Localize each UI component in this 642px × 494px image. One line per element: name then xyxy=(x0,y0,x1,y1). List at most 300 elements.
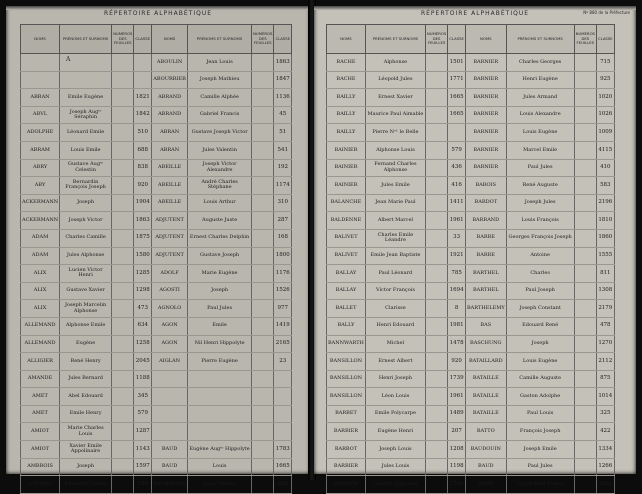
given-names-cell: Georges François Joseph xyxy=(506,229,574,247)
surname-cell: BACHE xyxy=(327,71,366,89)
sheet-number-cell xyxy=(252,282,274,300)
given-names-cell: Gustave Joseph Victor xyxy=(188,124,252,142)
surname-cell: BAUD xyxy=(152,441,188,459)
given-names-cell: Charles Emile Léandre xyxy=(365,229,425,247)
table-row xyxy=(327,229,615,247)
given-names-cell: Jean Marie Paul xyxy=(365,194,425,212)
table-row xyxy=(327,54,615,72)
class-number-cell: 1665 xyxy=(448,89,466,107)
given-names-cell: Jules Armand xyxy=(506,89,574,107)
sheet-number-cell xyxy=(574,282,596,300)
class-number-cell: 1961 xyxy=(448,388,466,406)
surname-cell: AMET xyxy=(21,388,60,406)
surname-cell: AGON xyxy=(152,317,188,335)
given-names-cell: Louis xyxy=(188,458,252,476)
surname-cell: BARTHEL xyxy=(465,282,506,300)
class-number-cell: 920 xyxy=(134,177,152,195)
class-number-cell: 1863 xyxy=(134,212,152,230)
given-names-cell: François Joseph xyxy=(506,423,574,441)
column-header: NUMÉROS DES FEUILLES xyxy=(252,25,274,54)
given-names-cell: Henri Eugène xyxy=(506,71,574,89)
class-number-cell: 634 xyxy=(134,317,152,335)
table-row xyxy=(327,282,615,300)
given-names-cell: Charles xyxy=(506,265,574,283)
class-number-cell: 626 xyxy=(274,476,292,494)
surname-cell: AIGLAN xyxy=(152,353,188,371)
sheet-number-cell xyxy=(425,194,447,212)
sheet-number-cell xyxy=(574,476,596,494)
sheet-number-cell xyxy=(425,458,447,476)
given-names-cell: Marie Charles Louis xyxy=(60,423,112,441)
table-row xyxy=(21,317,292,335)
column-header: NOMS xyxy=(327,25,366,54)
sheet-number-cell xyxy=(425,300,447,318)
sheet-number-cell xyxy=(252,476,274,494)
right-page-title: RÉPERTOIRE ALPHABÉTIQUE xyxy=(420,10,530,17)
sheet-number-cell xyxy=(112,265,134,283)
sheet-number-cell xyxy=(574,212,596,230)
given-names-cell: Eugène xyxy=(60,335,112,353)
class-number-cell: 325 xyxy=(596,405,614,423)
class-number-cell: 1026 xyxy=(596,106,614,124)
surname-cell: ABOURRIER xyxy=(152,71,188,89)
sheet-number-cell xyxy=(112,159,134,177)
surname-cell: ABRY xyxy=(21,159,60,177)
class-number-cell: 1176 xyxy=(274,265,292,283)
class-number-cell: 1198 xyxy=(448,458,466,476)
class-number-cell: 51 xyxy=(274,124,292,142)
table-row xyxy=(21,405,292,423)
given-names-cell: Paul Joseph xyxy=(506,282,574,300)
given-names-cell: Joseph Augᵗᵉ Séraphin xyxy=(60,106,112,124)
table-row xyxy=(327,370,615,388)
class-number-cell: 838 xyxy=(134,159,152,177)
class-number-cell: 1739 xyxy=(448,370,466,388)
surname-cell xyxy=(152,423,188,441)
sheet-number-cell xyxy=(252,458,274,476)
given-names-cell xyxy=(188,423,252,441)
sheet-number-cell xyxy=(425,282,447,300)
right-register-table xyxy=(326,24,615,494)
surname-cell: BATTO xyxy=(465,423,506,441)
table-row xyxy=(327,159,615,177)
class-number-cell: 1771 xyxy=(448,71,466,89)
sheet-number-cell xyxy=(425,89,447,107)
given-names-cell: Louis Eugène xyxy=(506,353,574,371)
surname-cell: ABRAN xyxy=(152,124,188,142)
surname-cell: ADJUTENT xyxy=(152,229,188,247)
register-left-page xyxy=(6,6,310,487)
surname-cell: BAROIS xyxy=(465,177,506,195)
given-names-cell: Marcel Emile xyxy=(506,141,574,159)
sheet-number-cell xyxy=(252,353,274,371)
surname-cell: BALLAY xyxy=(327,282,366,300)
table-row xyxy=(21,159,292,177)
sheet-number-cell xyxy=(425,353,447,371)
given-names-cell: Joseph xyxy=(60,194,112,212)
table-row xyxy=(327,141,615,159)
sheet-number-cell xyxy=(574,317,596,335)
class-number-cell: 473 xyxy=(134,300,152,318)
sheet-number-cell xyxy=(112,54,134,72)
sheet-number-cell xyxy=(425,141,447,159)
given-names-cell: Marie Eugène xyxy=(188,265,252,283)
given-names-cell: Nil Henri Hippolyte xyxy=(188,335,252,353)
surname-cell: AMANDE xyxy=(21,370,60,388)
sheet-number-cell xyxy=(112,141,134,159)
given-names-cell: Albert Marcel xyxy=(365,212,425,230)
sheet-number-cell xyxy=(425,370,447,388)
given-names-cell: Henri Edouard xyxy=(365,317,425,335)
surname-cell: ABEILLE xyxy=(152,159,188,177)
sheet-number-cell xyxy=(112,212,134,230)
surname-cell: BARTHEL xyxy=(465,265,506,283)
class-number-cell: 811 xyxy=(596,265,614,283)
class-number-cell: 410 xyxy=(596,159,614,177)
given-names-cell: Gustave Augᵗᵉ Celestin xyxy=(60,159,112,177)
class-number-cell: 1821 xyxy=(134,89,152,107)
given-names-cell: Joseph Victor xyxy=(60,212,112,230)
class-number-cell xyxy=(134,71,152,89)
class-number-cell: 1555 xyxy=(596,247,614,265)
given-names-cell: Alphonse xyxy=(365,54,425,72)
given-names-cell xyxy=(188,405,252,423)
sheet-number-cell xyxy=(112,476,134,494)
surname-cell xyxy=(152,370,188,388)
surname-cell: AGNOLO xyxy=(152,300,188,318)
surname-cell: ALLEMAND xyxy=(21,335,60,353)
table-row xyxy=(327,458,615,476)
class-number-cell: 541 xyxy=(274,141,292,159)
given-names-cell: Paul Jules xyxy=(188,300,252,318)
given-names-cell: Jules Alphonse xyxy=(60,247,112,265)
table-row xyxy=(21,106,292,124)
surname-cell: ALIX xyxy=(21,265,60,283)
surname-cell xyxy=(152,388,188,406)
given-names-cell: Auguste Juste xyxy=(188,212,252,230)
sheet-number-cell xyxy=(252,89,274,107)
class-number-cell: 1904 xyxy=(134,194,152,212)
surname-cell: BARTHELEMY xyxy=(465,300,506,318)
given-names-cell: Alphonse Emile xyxy=(60,317,112,335)
sheet-number-cell xyxy=(252,265,274,283)
sheet-number-cell xyxy=(252,441,274,459)
given-names-cell xyxy=(60,54,112,72)
given-names-cell: Clarisse xyxy=(365,300,425,318)
given-names-cell: Emile Polycarpe xyxy=(365,405,425,423)
given-names-cell: Jules Valentin xyxy=(188,141,252,159)
class-number-cell: 478 xyxy=(596,317,614,335)
class-number-cell: 583 xyxy=(596,177,614,195)
surname-cell: ABRAN xyxy=(152,141,188,159)
class-number-cell: 8 xyxy=(448,300,466,318)
surname-cell: ACKERMANN xyxy=(21,212,60,230)
class-number-cell: 1875 xyxy=(134,229,152,247)
column-header: NOMS xyxy=(152,25,188,54)
sheet-number-cell xyxy=(425,177,447,195)
table-row xyxy=(327,388,615,406)
surname-cell: BAUDOUIN xyxy=(465,441,506,459)
surname-cell: BACHE xyxy=(327,54,366,72)
class-number-cell: 1009 xyxy=(596,124,614,142)
surname-cell: ADOLPHE xyxy=(21,124,60,142)
column-header: NOMS xyxy=(21,25,60,54)
class-number-cell xyxy=(274,423,292,441)
given-names-cell: Edouard René xyxy=(506,317,574,335)
surname-cell: ABOULIN xyxy=(152,54,188,72)
given-names-cell: Jean Louis xyxy=(188,54,252,72)
sheet-number-cell xyxy=(574,71,596,89)
table-row xyxy=(21,388,292,406)
sheet-number-cell xyxy=(112,229,134,247)
given-names-cell: Gabriel Francis xyxy=(188,106,252,124)
given-names-cell: Antoine xyxy=(506,247,574,265)
sheet-number-cell xyxy=(112,106,134,124)
surname-cell: BALLY xyxy=(327,317,366,335)
sheet-number-cell xyxy=(574,229,596,247)
surname-cell: BANSILLON xyxy=(327,353,366,371)
given-names-cell: Gustave Joseph xyxy=(188,247,252,265)
sheet-number-cell xyxy=(252,388,274,406)
table-row xyxy=(21,335,292,353)
sheet-number-cell xyxy=(425,229,447,247)
sheet-number-cell xyxy=(574,194,596,212)
sheet-number-cell xyxy=(574,370,596,388)
sheet-number-cell xyxy=(112,441,134,459)
table-row xyxy=(21,124,292,142)
class-number-cell: 875 xyxy=(596,370,614,388)
sheet-number-cell xyxy=(425,317,447,335)
sheet-number-cell xyxy=(112,423,134,441)
class-number-cell: 1136 xyxy=(274,89,292,107)
given-names-cell: Léonard Emile xyxy=(60,124,112,142)
given-names-cell: Pierre Eugène xyxy=(188,353,252,371)
given-names-cell: Abel Edouard xyxy=(60,388,112,406)
class-number-cell: 1143 xyxy=(134,441,152,459)
given-names-cell: Joseph Victor Alexandre xyxy=(188,159,252,177)
surname-cell: BAINIER xyxy=(327,159,366,177)
class-number-cell: 510 xyxy=(134,124,152,142)
column-header: NUMÉROS DES FEUILLES xyxy=(425,25,447,54)
given-names-cell: Gaston Adolphe xyxy=(506,388,574,406)
class-number-cell: 1847 xyxy=(274,71,292,89)
class-number-cell: 23 xyxy=(274,353,292,371)
given-names-cell: Joseph xyxy=(188,282,252,300)
column-header: CLASSE xyxy=(274,25,292,54)
given-names-cell: Gustave Xavier xyxy=(60,282,112,300)
surname-cell: BARNIER xyxy=(465,54,506,72)
class-number-cell: 436 xyxy=(448,159,466,177)
sheet-number-cell xyxy=(574,300,596,318)
surname-cell: BARBOT xyxy=(327,441,366,459)
given-names-cell: Eugène Augᵗᵉ Hippolyte xyxy=(188,441,252,459)
register-right-page xyxy=(314,6,636,487)
class-number-cell: 2196 xyxy=(596,194,614,212)
surname-cell xyxy=(152,405,188,423)
sheet-number-cell xyxy=(252,177,274,195)
sheet-number-cell xyxy=(112,177,134,195)
table-row xyxy=(327,335,615,353)
table-row xyxy=(327,124,615,142)
surname-cell: ALIX xyxy=(21,300,60,318)
sheet-number-cell xyxy=(425,106,447,124)
left-table-header-row xyxy=(21,25,292,54)
class-number-cell: 1188 xyxy=(134,370,152,388)
class-number-cell xyxy=(134,54,152,72)
table-row xyxy=(327,265,615,283)
given-names-cell: Joseph Emile xyxy=(506,441,574,459)
given-names-cell: Emile xyxy=(188,317,252,335)
given-names-cell: Xavier Emile Appolinaire xyxy=(60,441,112,459)
table-row xyxy=(21,177,292,195)
surname-cell: BALIVET xyxy=(327,247,366,265)
sheet-number-cell xyxy=(425,71,447,89)
given-names-cell: René Henry xyxy=(60,353,112,371)
surname-cell: ADAM xyxy=(21,247,60,265)
surname-cell: ABVL xyxy=(21,106,60,124)
table-row xyxy=(327,106,615,124)
given-names-cell: Joseph Mathieu xyxy=(188,71,252,89)
sheet-number-cell xyxy=(252,247,274,265)
table-row xyxy=(327,194,615,212)
table-row xyxy=(21,247,292,265)
sheet-number-cell xyxy=(425,388,447,406)
sheet-number-cell xyxy=(425,247,447,265)
sheet-number-cell xyxy=(574,247,596,265)
surname-cell: BANSILLON xyxy=(327,370,366,388)
table-row xyxy=(327,177,615,195)
class-number-cell: 715 xyxy=(596,54,614,72)
table-row xyxy=(327,441,615,459)
given-names-cell: Paul Jules xyxy=(506,159,574,177)
sheet-number-cell xyxy=(252,141,274,159)
table-row xyxy=(327,247,615,265)
surname-cell: AMBROIS xyxy=(21,458,60,476)
sheet-number-cell xyxy=(574,177,596,195)
sheet-number-cell xyxy=(425,54,447,72)
class-number-cell: 1863 xyxy=(274,54,292,72)
surname-cell: BANNWARTH xyxy=(327,335,366,353)
surname-cell: BARNIER xyxy=(465,89,506,107)
given-names-cell xyxy=(60,71,112,89)
given-names-cell: Léon Louis xyxy=(365,388,425,406)
table-row xyxy=(21,458,292,476)
class-number-cell: 1174 xyxy=(274,177,292,195)
class-number-cell: 287 xyxy=(274,212,292,230)
table-row xyxy=(21,89,292,107)
surname-cell: BARNIER xyxy=(465,71,506,89)
surname-cell: ABRAM xyxy=(21,141,60,159)
class-number-cell: 1258 xyxy=(134,335,152,353)
given-names-cell: Lucien Victor Henri xyxy=(60,265,112,283)
class-number-cell: 422 xyxy=(596,423,614,441)
table-row xyxy=(327,476,615,494)
surname-cell: BANSILLON xyxy=(327,388,366,406)
left-table-body xyxy=(21,54,292,494)
given-names-cell: Joseph xyxy=(506,335,574,353)
surname-cell: BACHMANN xyxy=(152,476,188,494)
class-number-cell: 1334 xyxy=(596,441,614,459)
surname-cell: BATAILLE xyxy=(465,405,506,423)
sheet-number-cell xyxy=(112,335,134,353)
table-row xyxy=(21,300,292,318)
sheet-number-cell xyxy=(252,335,274,353)
sheet-number-cell xyxy=(252,229,274,247)
surname-cell: BALLET xyxy=(327,300,366,318)
sheet-number-cell xyxy=(252,159,274,177)
given-names-cell: Charles Alphonse xyxy=(365,476,425,494)
class-number-cell: 2112 xyxy=(596,353,614,371)
given-names-cell: René Auguste xyxy=(506,177,574,195)
class-number-cell: 1285 xyxy=(134,265,152,283)
class-number-cell: 1665 xyxy=(274,458,292,476)
surname-cell: BARDOT xyxy=(465,194,506,212)
class-number-cell: 1020 xyxy=(596,89,614,107)
given-names-cell: Ernest Albert xyxy=(365,353,425,371)
given-names-cell: Maurice Paul Aimable xyxy=(365,106,425,124)
class-number-cell: 579 xyxy=(448,141,466,159)
surname-cell: BAS xyxy=(465,317,506,335)
given-names-cell: Camille Alphée xyxy=(188,89,252,107)
surname-cell: BALLAY xyxy=(327,265,366,283)
surname-cell: BARRE xyxy=(465,229,506,247)
surname-cell: ABRAN xyxy=(21,89,60,107)
column-header: NUMÉROS DES FEUILLES xyxy=(112,25,134,54)
surname-cell: ADJUTENT xyxy=(152,212,188,230)
surname-cell xyxy=(21,54,60,72)
sheet-number-cell xyxy=(252,423,274,441)
class-number-cell: 33 xyxy=(448,229,466,247)
class-number-cell: 1489 xyxy=(448,405,466,423)
given-names-cell: Bernardin François Joseph xyxy=(60,177,112,195)
given-names-cell: Emile Jean Baptiste xyxy=(365,247,425,265)
table-row xyxy=(21,423,292,441)
class-number-cell: 207 xyxy=(448,423,466,441)
class-number-cell: 1298 xyxy=(134,282,152,300)
surname-cell: BALANCHE xyxy=(327,194,366,212)
given-names-cell: Pierre Nᵒ¹ le Belle xyxy=(365,124,425,142)
given-names-cell: Ernest Charles Delphin xyxy=(188,229,252,247)
left-register-table xyxy=(20,24,292,494)
sheet-number-cell xyxy=(252,317,274,335)
surname-cell: BATAILLE xyxy=(465,388,506,406)
surname-cell: ABEILLE xyxy=(152,194,188,212)
class-number-cell: 925 xyxy=(596,71,614,89)
sheet-number-cell xyxy=(112,89,134,107)
class-number-cell: 1270 xyxy=(596,335,614,353)
surname-cell: BAINIER xyxy=(327,177,366,195)
column-header: CLASSE xyxy=(134,25,152,54)
table-row xyxy=(21,141,292,159)
surname-cell: ABEILLE xyxy=(152,177,188,195)
class-number-cell: 416 xyxy=(448,177,466,195)
table-row xyxy=(21,212,292,230)
surname-cell: BATAILLE xyxy=(465,370,506,388)
sheet-number-cell xyxy=(425,423,447,441)
class-number-cell: 2045 xyxy=(134,353,152,371)
given-names-cell: Joseph Jules xyxy=(506,194,574,212)
surname-cell: ADOLF xyxy=(152,265,188,283)
table-row xyxy=(21,71,292,89)
class-number-cell: 977 xyxy=(274,300,292,318)
sheet-number-cell xyxy=(112,353,134,371)
sheet-number-cell xyxy=(112,370,134,388)
sheet-number-cell xyxy=(425,159,447,177)
column-header: CLASSE xyxy=(596,25,614,54)
sheet-number-cell xyxy=(574,423,596,441)
sheet-number-cell xyxy=(252,212,274,230)
class-number-cell: 2179 xyxy=(596,300,614,318)
